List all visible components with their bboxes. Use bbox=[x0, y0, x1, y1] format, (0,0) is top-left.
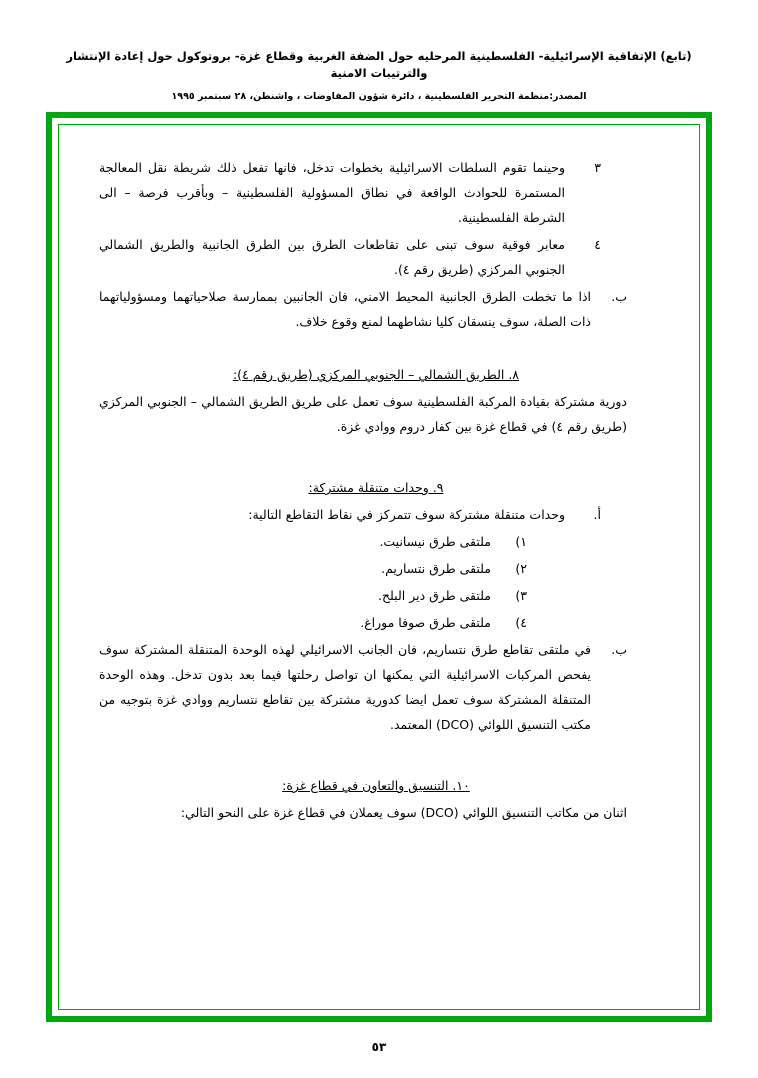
section-heading-9: ٩. وحدات متنقلة مشتركة: bbox=[308, 480, 444, 495]
list-item bbox=[99, 502, 601, 527]
list-item-text: ملتقى طرق دير البلح. bbox=[378, 588, 491, 603]
spacer bbox=[99, 739, 653, 757]
green-border-frame bbox=[46, 112, 712, 1022]
list-item-marker: ب. bbox=[611, 642, 627, 657]
document-content bbox=[59, 125, 699, 847]
list-item bbox=[99, 155, 601, 230]
list-item bbox=[99, 284, 627, 334]
list-item-text: معابر فوقية سوف تبنى على تقاطعات الطرق بين الطرق الجانبية والطريق الشمالي الجنوبي المركزي (طريق رقم ٤). bbox=[99, 237, 565, 277]
list-item bbox=[99, 637, 627, 737]
document-source: المصدر:منظمة التحرير الفلسطينية ، دائرة شؤون المفاوضات ، واشنطن، ٢٨ سبتمبر ١٩٩٥ bbox=[171, 90, 587, 102]
list-item-text: ملتقى طرق صوفا موراغ. bbox=[360, 615, 491, 630]
list-item-text: وحدات متنقلة مشتركة سوف تتمركز في نقاط التقاطع التالية: bbox=[248, 507, 565, 522]
document-title: (تابع) الإتفاقية الإسرائيلية- الفلسطينية المرحليه حول الضفة الغربية وقطاع غزة- بروتوكول حول إعادة الإنتشار والترتيبات الامنية bbox=[66, 49, 692, 81]
list-item bbox=[99, 610, 527, 635]
list-item bbox=[99, 232, 601, 282]
section-heading-8: ٨. الطريق الشمالي – الجنوبي المركزي (طريق رقم ٤): bbox=[232, 367, 520, 382]
frame-inner bbox=[58, 124, 700, 1010]
list-item bbox=[99, 583, 527, 608]
section-8-paragraph: دورية مشتركة بقيادة المركبة الفلسطينية سوف تعمل على طريق الطريق الشمالي – الجنوبي المركزي (طريق رقم ٤) في قطاع غزة بين كفار دروم ووادي غزة. bbox=[99, 394, 627, 434]
list-item-marker: ٣ bbox=[594, 160, 601, 175]
list-item-text: اذا ما تخطت الطرق الجانبية المحيط الامني، فان الجانبين بممارسة صلاحياتهما ومسؤولياتهما ذات الصلة، سوف ينسقان كليا نشاطهما لمنع وقوع خلاف. bbox=[99, 289, 591, 329]
page-header bbox=[40, 48, 718, 104]
section-10-paragraph: اثنان من مكاتب التنسيق اللوائي (DCO) سوف يعملان في قطاع غزة على النحو التالي: bbox=[180, 805, 627, 820]
list-item-marker: ١) bbox=[515, 534, 527, 549]
list-item-text: وحينما تقوم السلطات الاسرائيلية بخطوات تدخل، فانها تفعل ذلك شريطة نقل المعالجة المستمرة للحوادث الواقعة في نطاق المسؤولية الفلسطينية – وبأقرب فرصة – الى الشرطة الفلسطينية. bbox=[99, 160, 565, 225]
list-item-text: في ملتقى تقاطع طرق نتساريم، فان الجانب الاسرائيلي لهذه الوحدة المتنقلة المشتركة سوف يفحص المركبات الاسرائيلية التي يمكنها ان تواصل رحلتها فيما بعد بدون تدخل. وهذه الوحدة المتنقلة المشتركة سوف تعمل ايضا كدورية مشتركة بين تقاطع نتساريم ووادي غزة بتوجيه من مكتب التنسيق اللوائي (DCO) المعتمد. bbox=[99, 642, 591, 732]
list-item bbox=[99, 556, 527, 581]
list-item-marker: ٣) bbox=[515, 588, 527, 603]
list-item-marker: ٤ bbox=[594, 237, 601, 252]
list-item-marker: ٤) bbox=[515, 615, 527, 630]
page-number: ٥٣ bbox=[371, 1040, 387, 1054]
list-item-text: ملتقى طرق نتساريم. bbox=[381, 561, 491, 576]
list-item bbox=[99, 529, 527, 554]
spacer bbox=[99, 441, 653, 459]
spacer bbox=[99, 336, 653, 346]
list-item-marker: ب. bbox=[611, 289, 627, 304]
list-item-text: ملتقى طرق نيسانيت. bbox=[379, 534, 491, 549]
list-item-marker: ٢) bbox=[515, 561, 527, 576]
section-heading-10: ١٠. التنسيق والتعاون في قطاع غزة: bbox=[282, 778, 470, 793]
list-item-marker: أ. bbox=[593, 507, 601, 522]
